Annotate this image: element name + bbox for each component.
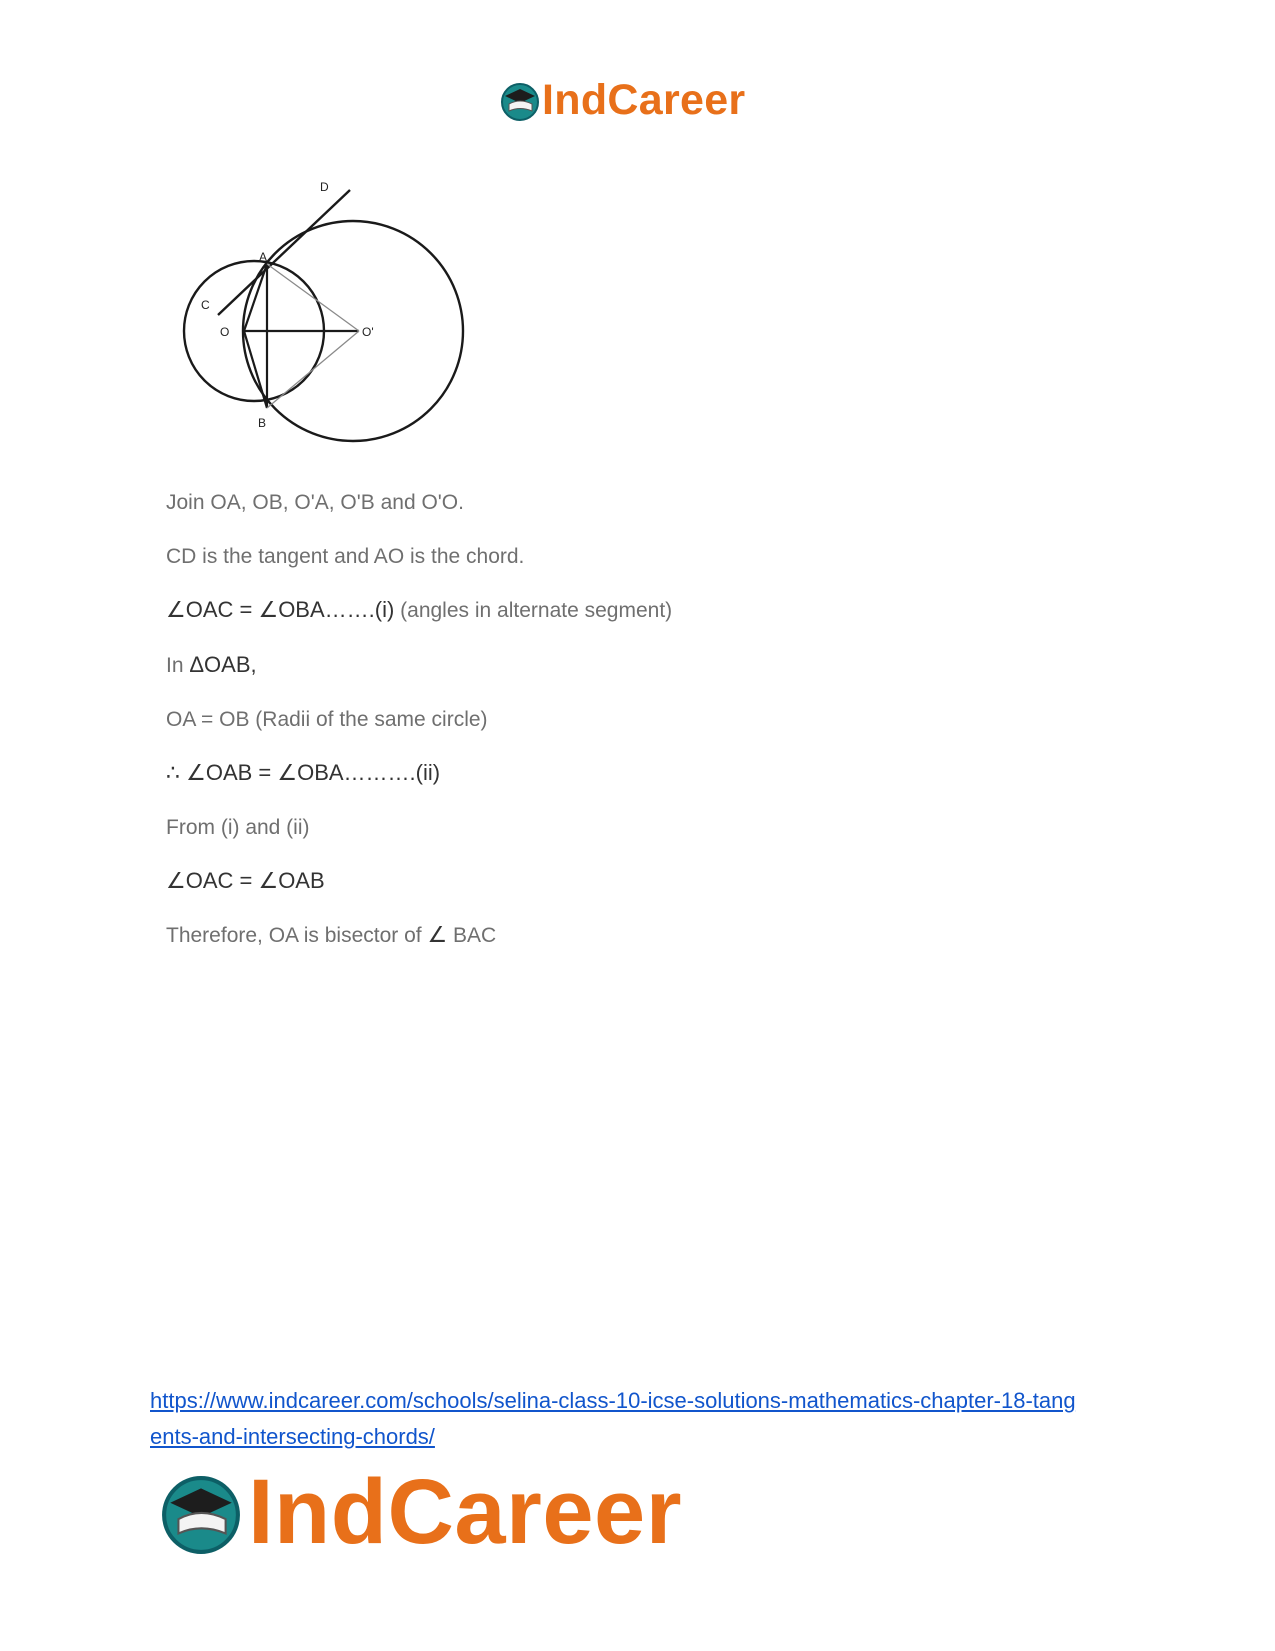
segment-o-prime-b	[267, 331, 359, 408]
logo-wordmark: IndCareer	[248, 1461, 682, 1563]
source-link-line-1[interactable]: https://www.indcareer.com/schools/selina-class-10-icse-solutions-mathematics-chapter-18-tang	[150, 1388, 1076, 1413]
label-a: A	[259, 250, 268, 264]
equation-ii: ∴ ∠OAB = ∠OBA……….(ii)	[166, 760, 441, 785]
footer-logo	[160, 1461, 700, 1568]
step-conclusion	[166, 922, 496, 948]
equation-i: ∠OAC = ∠OBA…….(i)	[166, 597, 395, 622]
conclusion-text: Therefore, OA is bisector of	[166, 924, 422, 947]
step-result	[166, 868, 325, 894]
equation-i-reason: (angles in alternate segment)	[400, 599, 673, 622]
step-equation-ii	[166, 760, 440, 786]
conclusion-tail: BAC	[453, 924, 497, 947]
triangle-prefix: In	[166, 654, 184, 677]
label-o-prime: O'	[362, 325, 374, 339]
segment-o-prime-a	[267, 264, 359, 331]
step-triangle	[166, 652, 257, 678]
circles-tangent-diagram	[160, 180, 480, 470]
label-o: O	[220, 325, 230, 339]
triangle-name: ΔOAB,	[189, 652, 257, 677]
step-radii: OA = OB (Radii of the same circle)	[166, 708, 488, 731]
tangent-cd	[218, 190, 350, 315]
source-link-line-2[interactable]: ents-and-intersecting-chords/	[150, 1424, 435, 1449]
logo-wordmark: IndCareer	[542, 76, 746, 124]
angle-symbol: ∠	[427, 922, 448, 947]
graduation-globe-icon	[500, 82, 540, 122]
step-from: From (i) and (ii)	[166, 816, 310, 839]
segment-ob	[244, 331, 267, 408]
step-alternate-segment	[166, 597, 672, 623]
source-link-block	[150, 1383, 1150, 1455]
label-d: D	[320, 180, 329, 194]
label-c: C	[201, 298, 210, 312]
step-tangent-chord: CD is the tangent and AO is the chord.	[166, 545, 525, 568]
result-equation: ∠OAC = ∠OAB	[166, 868, 325, 893]
label-b: B	[258, 416, 267, 430]
graduation-globe-icon	[160, 1474, 242, 1556]
step-join: Join OA, OB, O'A, O'B and O'O.	[166, 491, 464, 514]
header-logo	[500, 78, 770, 134]
